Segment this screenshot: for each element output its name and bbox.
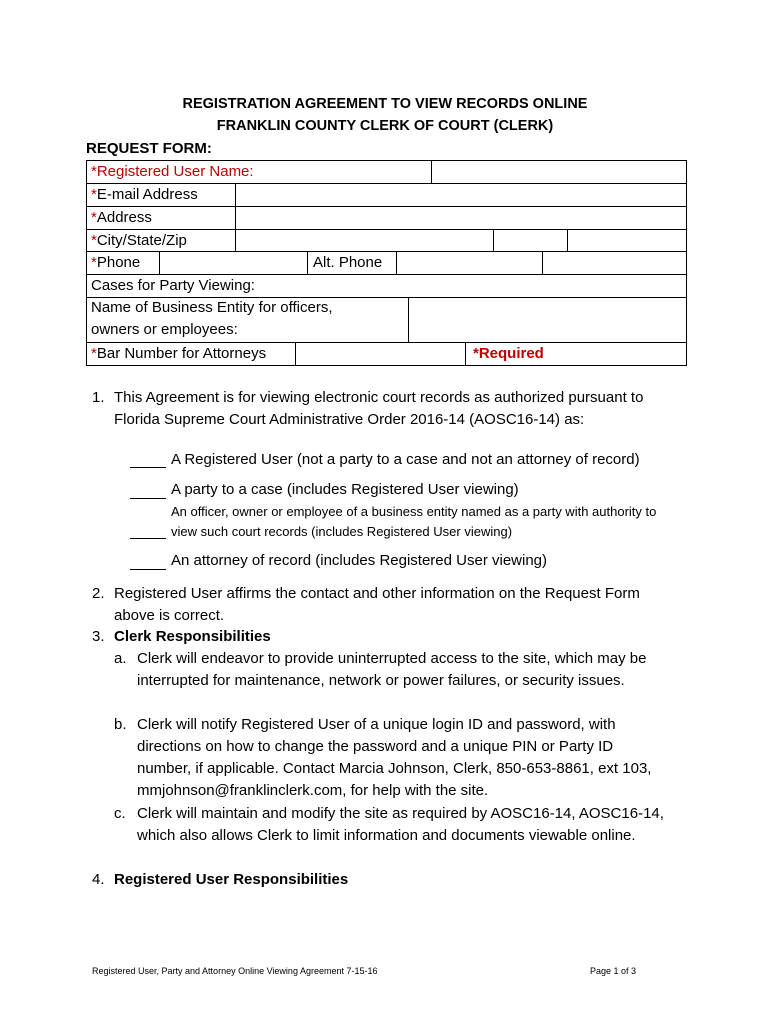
option-attorney: An attorney of record (includes Registered User viewing) [171,552,548,569]
footer-page-number: Page 1 of 3 [590,966,637,976]
required-note: *Required [473,345,544,362]
option-blank-party [130,498,166,499]
option-blank-officer [130,538,166,539]
city-state-zip-label: *City/State/Zip [91,232,187,249]
item3c-text: Clerk will maintain and modify the site as required by AOSC16-14, AOSC16-14, which also allows Clerk to limit information and documents viewable online. [137,805,664,844]
item4-title: Registered User Responsibilities [114,871,349,888]
option-blank-registered-user [130,467,166,468]
item2-number: 2. [92,585,105,602]
item3a-letter: a. [114,650,127,667]
business-entity-label-line2: owners or employees: [91,321,238,338]
document-subtitle: FRANKLIN COUNTY CLERK OF COURT (CLERK) [216,118,554,134]
option-party: A party to a case (includes Registered User viewing) [171,481,519,498]
phone-label: *Phone [91,254,141,271]
option-blank-attorney [130,569,166,570]
item3b-text: Clerk will notify Registered User of a unique login ID and password, with directions on how to change the password and a unique PIN or Party ID number, if applicable. Contact Marcia Johnson, Clerk, 850-653-8861, ext 103, mmjohnson@franklinclerk.com, for help with the site. [137,716,652,799]
item3-title: Clerk Responsibilities [114,628,271,645]
business-entity-label-line1: Name of Business Entity for officers, [91,299,333,316]
registered-user-name-label: *Registered User Name: [91,163,254,180]
document-title: REGISTRATION AGREEMENT TO VIEW RECORDS ONLINE [182,96,588,112]
footer-left: Registered User, Party and Attorney Online Viewing Agreement 7-15-16 [92,966,378,976]
address-label: *Address [91,209,152,226]
item4-number: 4. [92,871,105,888]
item3-number: 3. [92,628,105,645]
cases-for-party-label: Cases for Party Viewing: [91,277,255,294]
item1-number: 1. [92,389,105,406]
option-officer: An officer, owner or employee of a business entity named as a party with authority to view such court records (includes Registered User viewing) [171,504,657,539]
item2-text: Registered User affirms the contact and other information on the Request Form above is correct. [114,585,640,624]
bar-number-label: *Bar Number for Attorneys [91,345,267,362]
item3c-letter: c. [114,805,126,822]
item3b-letter: b. [114,716,127,733]
item3a-text: Clerk will endeavor to provide uninterrupted access to the site, which may be interrupted for maintenance, network or power failures, or security issues. [137,650,647,689]
item1-text: This Agreement is for viewing electronic court records as authorized pursuant to Florida Supreme Court Administrative Order 2016-14 (AOSC16-14) as: [114,389,644,428]
request-form-heading: REQUEST FORM: [86,140,212,157]
option-registered-user: A Registered User (not a party to a case and not an attorney of record) [171,451,640,468]
email-label: *E-mail Address [91,186,198,203]
alt-phone-label: Alt. Phone [313,254,383,271]
